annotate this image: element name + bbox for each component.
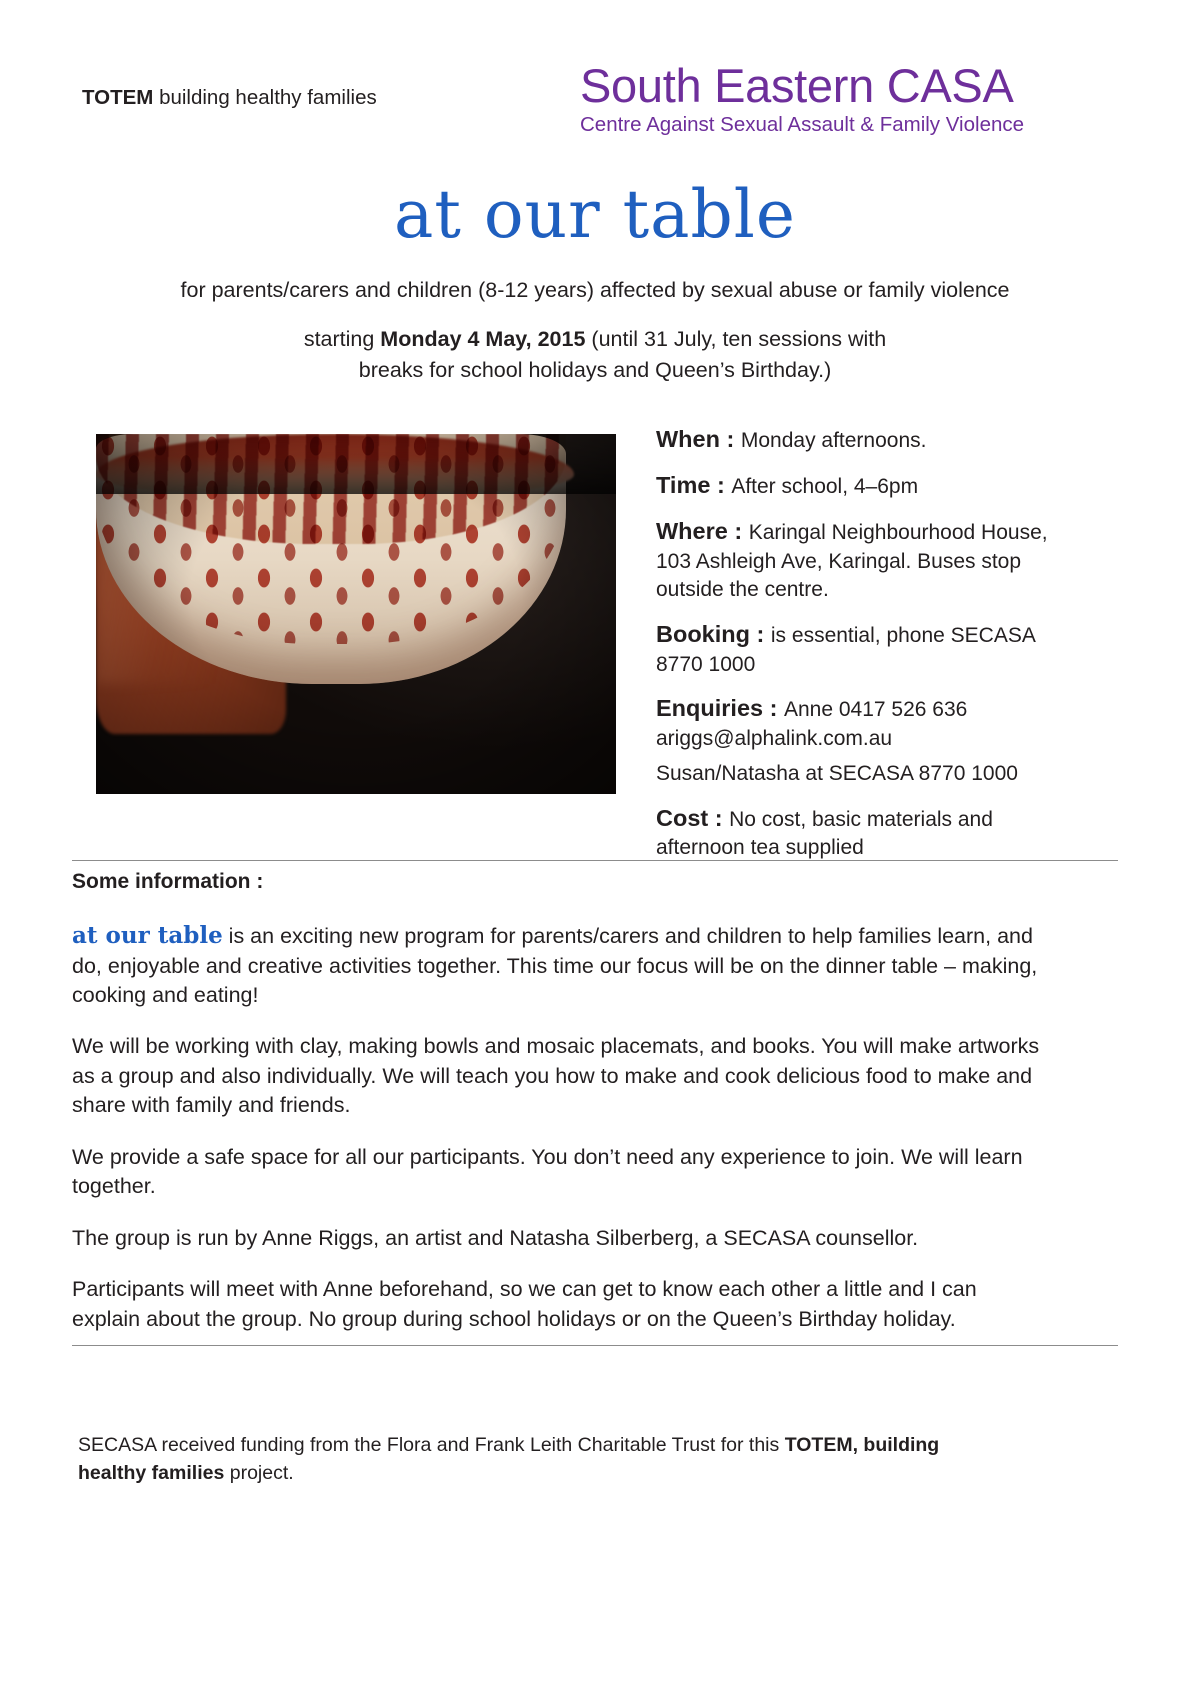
detail-enquiries — [656, 693, 1076, 754]
starting-suffix: (until 31 July, ten sessions with — [585, 327, 887, 351]
totem-word: TOTEM — [82, 86, 154, 109]
inline-program-title: at our table — [72, 922, 223, 949]
info-paragraph-5: Participants will meet with Anne beforehand, so we can get to know each other a little and I can explain about the group. No group during school holidays or on the Queen’s Birthday holiday. — [72, 1277, 977, 1331]
info-paragraph-1 — [72, 920, 1040, 1010]
detail-when-separator: : — [719, 426, 741, 452]
page-title: at our table — [394, 176, 796, 253]
secasa-logo-subtitle: Centre Against Sexual Assault & Family Violence — [580, 112, 1025, 136]
detail-booking-separator: : — [750, 620, 771, 647]
divider-top — [72, 860, 1118, 861]
detail-time-value: After school, 4–6pm — [731, 474, 919, 498]
info-paragraph-4: The group is run by Anne Riggs, an artist and Natasha Silberberg, a SECASA counsellor. — [72, 1225, 919, 1250]
detail-when-label: When — [656, 426, 720, 452]
starting-line2: breaks for school holidays and Queen’s Birthday.) — [358, 357, 832, 382]
detail-where-value: Karingal Neighbourhood House, 103 Ashleigh Ave, Karingal. Buses stop outside the centre. — [656, 520, 1048, 602]
detail-where — [656, 516, 1076, 605]
detail-time-label: Time — [656, 471, 711, 498]
detail-enquiries-separator: : — [763, 695, 784, 722]
detail-time — [656, 470, 1076, 502]
page-subtitle: for parents/carers and children (8-12 years) affected by sexual abuse or family violence — [180, 278, 1010, 302]
starting-prefix: starting — [303, 327, 381, 351]
detail-booking-value: is essential, phone SECASA 8770 1000 — [656, 623, 1035, 676]
secasa-logo — [580, 59, 1060, 137]
info-paragraph-1-rest: is an exciting new program for parents/carers and children to help families learn, and do, enjoyable and creative activities together. This time our focus will be on the dinner table – making, cooking and eating! — [72, 924, 1038, 1007]
funding-footer — [78, 1432, 998, 1487]
info-paragraph-3: We provide a safe space for all our participants. You don’t need any experience to join. We will learn together. — [72, 1144, 1023, 1199]
totem-tagline — [82, 86, 377, 110]
detail-enquiries-label: Enquiries — [656, 695, 764, 722]
detail-booking-label: Booking — [656, 620, 750, 647]
detail-time-separator: : — [710, 471, 732, 498]
detail-enquiries-secondary — [656, 760, 1076, 789]
funding-project-name: TOTEM, building healthy families — [78, 1434, 940, 1484]
detail-enquiries-value: Anne 0417 526 636 ariggs@alphalink.com.au — [656, 698, 968, 751]
totem-tagline-rest: building healthy families — [153, 86, 377, 109]
ceramics-photo — [96, 434, 616, 794]
page-header — [0, 59, 1190, 152]
event-details — [656, 424, 1076, 877]
detail-where-label: Where — [656, 517, 728, 544]
secasa-logo-title: South Eastern CASA — [580, 59, 1014, 112]
funding-text-before: SECASA received funding from the Flora and Frank Leith Charitable Trust for this — [78, 1434, 785, 1456]
detail-cost — [656, 803, 1076, 864]
detail-cost-label: Cost — [656, 804, 709, 831]
info-body — [72, 920, 1040, 1356]
detail-when-value: Monday afternoons. — [740, 429, 927, 452]
start-date-line — [0, 324, 1190, 385]
photo-vignette — [96, 434, 616, 794]
detail-when — [656, 424, 1076, 456]
info-paragraph-2: We will be working with clay, making bowls and mosaic placemats, and books. You will make artworks as a group and also individually. We will teach you how to make and cook delicious food to make and share with family and friends. — [72, 1034, 1040, 1118]
detail-enquiries-secondary-value: Susan/Natasha at SECASA 8770 1000 — [656, 761, 1018, 785]
detail-booking — [656, 619, 1076, 680]
detail-cost-value: No cost, basic materials and afternoon tea supplied — [656, 807, 993, 860]
info-heading: Some information : — [72, 870, 264, 893]
funding-text-after: project. — [224, 1461, 294, 1484]
detail-cost-separator: : — [708, 804, 730, 831]
starting-date: Monday 4 May, 2015 — [380, 327, 586, 351]
detail-where-separator: : — [727, 517, 749, 544]
